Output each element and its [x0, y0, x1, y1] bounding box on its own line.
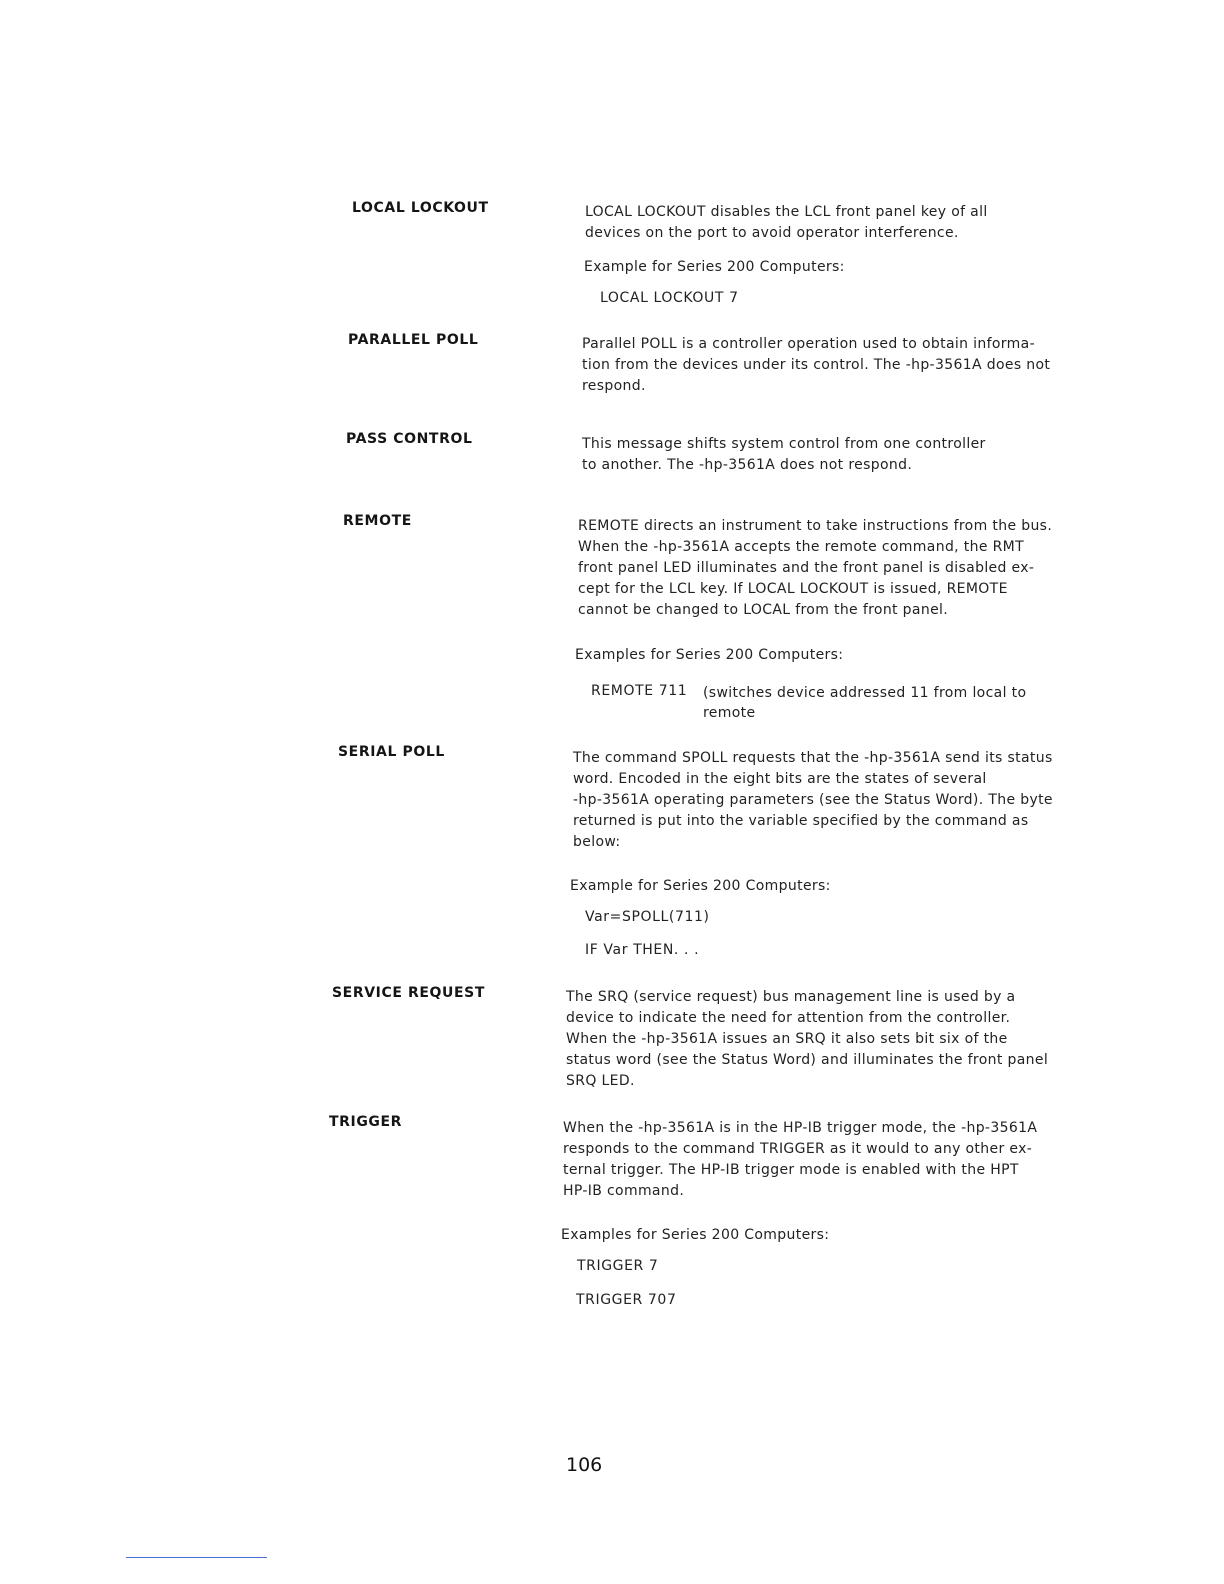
- example-intro-text: Example for Series 200 Computers:: [570, 878, 831, 894]
- description-line: -hp-3561A operating parameters (see the Status Word). The byte: [573, 792, 1053, 808]
- example-intro-text: Example for Series 200 Computers:: [584, 259, 845, 275]
- description-service-request: [566, 987, 1048, 1092]
- description-line: responds to the command TRIGGER as it would to any other ex-: [563, 1141, 1033, 1157]
- term-service-request: SERVICE REQUEST: [332, 985, 485, 1001]
- example-intro-local-lockout: [584, 257, 845, 278]
- description-line: to another. The -hp-3561A does not respond.: [582, 457, 913, 473]
- description-line: returned is put into the variable specified by the command as: [573, 813, 1029, 829]
- description-line: When the -hp-3561A is in the HP-IB trigger mode, the -hp-3561A: [563, 1120, 1038, 1136]
- description-line: Parallel POLL is a controller operation used to obtain informa-: [582, 336, 1035, 352]
- term-pass-control: PASS CONTROL: [346, 431, 473, 447]
- description-remote: [578, 516, 1052, 621]
- term-local-lockout: LOCAL LOCKOUT: [352, 200, 489, 216]
- description-line: When the -hp-3561A accepts the remote command, the RMT: [578, 539, 1025, 555]
- example-intro-text: Examples for Series 200 Computers:: [575, 647, 844, 663]
- description-parallel-poll: [582, 334, 1050, 397]
- description-line: This message shifts system control from one controller: [582, 436, 986, 452]
- description-line: The SRQ (service request) bus management line is used by a: [566, 989, 1016, 1005]
- description-line: When the -hp-3561A issues an SRQ it also sets bit six of the: [566, 1031, 1008, 1047]
- description-line: REMOTE directs an instrument to take instructions from the bus.: [578, 518, 1053, 534]
- description-line: cept for the LCL key. If LOCAL LOCKOUT is issued, REMOTE: [578, 581, 1008, 597]
- code-trigger-7: TRIGGER 7: [577, 1258, 659, 1274]
- description-serial-poll: [573, 748, 1053, 853]
- code-comment-line: (switches device addressed 11 from local to: [703, 685, 1027, 701]
- description-line: below:: [573, 834, 621, 850]
- code-comment-remote: [703, 683, 1026, 722]
- page-number: 106: [566, 1454, 603, 1476]
- example-intro-serial-poll: [570, 876, 831, 897]
- description-line: front panel LED illuminates and the front panel is disabled ex-: [578, 560, 1035, 576]
- code-if-var-then: IF Var THEN. . .: [585, 942, 700, 958]
- term-parallel-poll: PARALLEL POLL: [348, 332, 479, 348]
- example-intro-trigger: [561, 1225, 829, 1246]
- description-line: word. Encoded in the eight bits are the states of several: [573, 771, 987, 787]
- description-line: status word (see the Status Word) and illuminates the front panel: [566, 1052, 1049, 1068]
- code-local-lockout-7: LOCAL LOCKOUT 7: [600, 290, 739, 306]
- description-line: HP-IB command.: [563, 1183, 685, 1199]
- code-comment-line: remote: [703, 705, 756, 721]
- description-line: tion from the devices under its control. The -hp-3561A does not: [582, 357, 1051, 373]
- description-trigger: [563, 1118, 1037, 1202]
- description-line: respond.: [582, 378, 646, 394]
- description-local-lockout: [585, 202, 988, 244]
- description-line: SRQ LED.: [566, 1073, 635, 1089]
- footer-rule: [126, 1557, 267, 1558]
- description-line: LOCAL LOCKOUT disables the LCL front panel key of all: [585, 204, 988, 220]
- description-line: The command SPOLL requests that the -hp-3561A send its status: [573, 750, 1053, 766]
- term-remote: REMOTE: [343, 513, 412, 529]
- code-remote-711: REMOTE 711: [591, 683, 688, 699]
- description-line: device to indicate the need for attention from the controller.: [566, 1010, 1011, 1026]
- code-var-spoll: Var=SPOLL(711): [585, 909, 710, 925]
- description-line: ternal trigger. The HP-IB trigger mode is enabled with the HPT: [563, 1162, 1019, 1178]
- description-pass-control: [582, 434, 986, 476]
- example-intro-text: Examples for Series 200 Computers:: [561, 1227, 830, 1243]
- term-serial-poll: SERIAL POLL: [338, 744, 445, 760]
- code-trigger-707: TRIGGER 707: [576, 1292, 677, 1308]
- example-intro-remote: [575, 645, 843, 666]
- description-line: devices on the port to avoid operator interference.: [585, 225, 959, 241]
- description-line: cannot be changed to LOCAL from the front panel.: [578, 602, 949, 618]
- term-trigger: TRIGGER: [329, 1114, 403, 1130]
